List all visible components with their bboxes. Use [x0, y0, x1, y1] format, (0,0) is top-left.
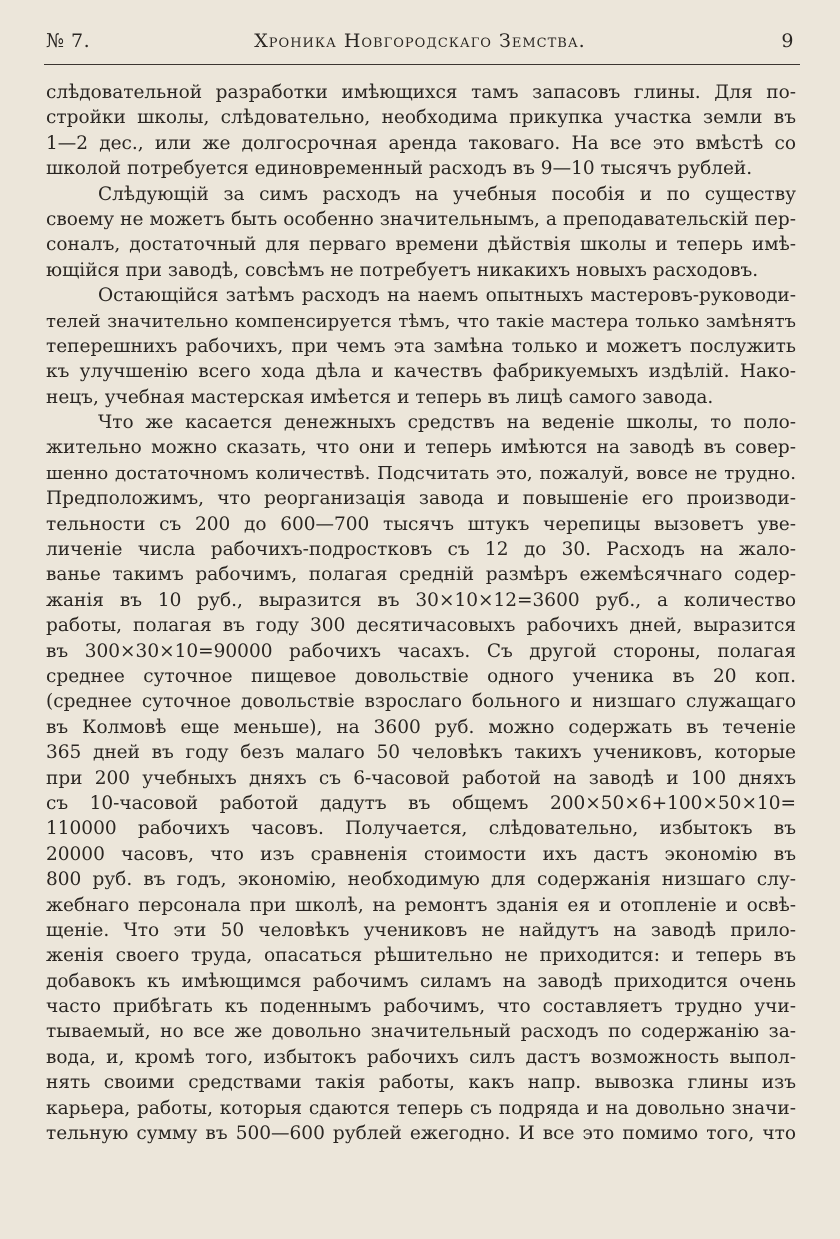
text-line: тельности съ 200 до 600—700 тысячъ штукъ черепицы вызоветъ уве-: [46, 513, 796, 535]
text-line: своему не можетъ быть особенно значительнымъ, а преподавательскій пер-: [46, 208, 796, 230]
text-line: Предположимъ, что реорганизація завода и повышеніе его производи-: [46, 488, 796, 510]
issue-number: № 7.: [46, 30, 91, 52]
text-line: работы, полагая въ году 300 десятичасовыхъ рабочихъ дней, выразится: [46, 615, 796, 637]
text-line: часто прибѣгать къ поденнымъ рабочимъ, что составляетъ трудно учи-: [46, 996, 796, 1018]
text-line: Остающійся затѣмъ расходъ на наемъ опытныхъ мастеровъ-руководи-: [98, 285, 796, 307]
text-line: (среднее суточное довольствіе взрослаго больного и низшаго служащаго: [46, 691, 796, 713]
running-header: [46, 30, 794, 60]
text-line: 800 руб. въ годъ, экономію, необходимую для содержанія низшаго слу-: [46, 869, 796, 891]
text-line: нецъ, учебная мастерская имѣется и теперь въ лицѣ самого завода.: [46, 386, 714, 408]
text-line: шенно достаточномъ количествѣ. Подсчитать это, пожалуй, вовсе не трудно.: [46, 462, 796, 484]
body-text: [46, 80, 796, 1146]
text-line: ванье такимъ рабочимъ, полагая средній размѣръ ежемѣсячнаго содер-: [46, 564, 796, 586]
text-line: ющійся при заводѣ, совсѣмъ не потребуетъ никакихъ новыхъ расходовъ.: [46, 259, 759, 281]
text-line: 110000 рабочихъ часовъ. Получается, слѣдовательно, избытокъ въ: [46, 818, 796, 840]
text-line: жанія въ 10 руб., выразится въ 30×10×12=3600 руб., а количество: [46, 589, 796, 611]
text-line: телей значительно компенсируется тѣмъ, что такіе мастера только замѣнятъ: [46, 310, 796, 332]
text-line: 20000 часовъ, что изъ сравненія стоимости ихъ дастъ экономію въ: [46, 843, 796, 865]
text-line: среднее суточное пищевое довольствіе одного ученика въ 20 коп.: [46, 665, 796, 687]
text-line: тываемый, но все же довольно значительный расходъ по содержанію за-: [46, 1021, 796, 1043]
text-line: слѣдовательной разработки имѣющихся тамъ запасовъ глины. Для по-: [46, 82, 796, 103]
text-line: къ улучшенію всего хода дѣла и качествъ фабрикуемыхъ издѣлій. Нако-: [46, 361, 796, 383]
text-line: стройки школы, слѣдовательно, необходима прикупка участка земли въ: [46, 107, 796, 129]
text-line: въ 300×30×10=90000 рабочихъ часахъ. Съ другой стороны, полагая: [46, 640, 796, 662]
text-line: соналъ, достаточный для перваго времени дѣйствія школы и теперь имѣ-: [46, 234, 796, 256]
text-line: въ Колмовѣ еще меньше), на 3600 руб. можно содержать въ теченіе: [46, 716, 796, 738]
journal-title: Хроника Новгородскаго Земства.: [254, 30, 586, 52]
text-line: съ 10-часовой работой дадутъ въ общемъ 200×50×6+100×50×10=: [46, 792, 796, 814]
text-line: при 200 учебныхъ дняхъ съ 6-часовой работой на заводѣ и 100 дняхъ: [46, 767, 796, 789]
text-line: теперешнихъ рабочихъ, при чемъ эта замѣна только и можетъ послужить: [46, 335, 796, 357]
text-line: вода, и, кромѣ того, избытокъ рабочихъ силъ дастъ возможность выпол-: [46, 1046, 796, 1068]
text-line: школой потребуется единовременный расходъ въ 9—10 тысячъ рублей.: [46, 158, 753, 180]
text-line: щеніе. Что эти 50 человѣкъ учениковъ не найдутъ на заводѣ прило-: [46, 919, 796, 941]
text-line: добавокъ къ имѣющимся рабочимъ силамъ на заводѣ приходится очень: [46, 970, 796, 992]
text-line: 1—2 дес., или же долгосрочная аренда таковаго. На все это вмѣстѣ со: [46, 132, 796, 154]
page-number: 9: [781, 30, 794, 52]
text-line: жительно можно сказать, что они и теперь имѣются на заводѣ въ совер-: [46, 437, 796, 459]
text-line: нять своими средствами такія работы, какъ напр. вывозка глины изъ: [46, 1072, 796, 1094]
text-line: карьера, работы, которыя сдаются теперь съ подряда и на довольно значи-: [46, 1097, 796, 1119]
text-line: 365 дней въ году безъ малаго 50 человѣкъ такихъ учениковъ, которые: [46, 742, 796, 764]
text-line: тельную сумму въ 500—600 рублей ежегодно. И все это помимо того, что: [46, 1123, 796, 1145]
text-line: Слѣдующій за симъ расходъ на учебныя пособія и по существу: [98, 183, 796, 205]
text-line: жебнаго персонала при школѣ, на ремонтъ зданія ея и отопленіе и освѣ-: [46, 894, 796, 916]
text-line: женія своего труда, опасаться рѣшительно не приходится: и теперь въ: [46, 945, 796, 967]
text-line: Что же касается денежныхъ средствъ на веденіе школы, то поло-: [98, 412, 796, 434]
text-line: личеніе числа рабочихъ-подростковъ съ 12 до 30. Расходъ на жало-: [46, 539, 796, 561]
header-rule: [44, 64, 800, 65]
